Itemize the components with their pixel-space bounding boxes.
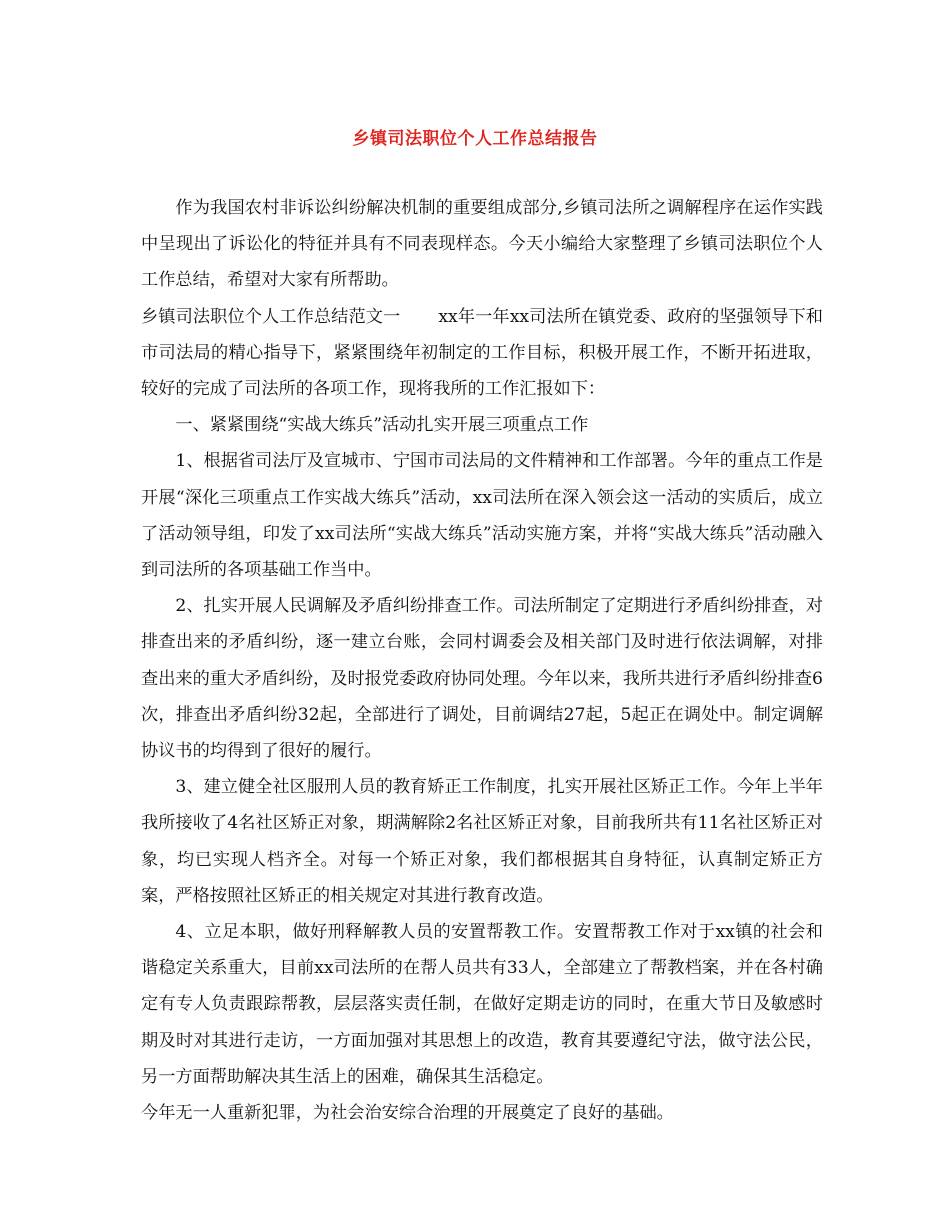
- list-item-4: 4、立足本职，做好刑释解教人员的安置帮教工作。安置帮教工作对于xx镇的社会和谐稳定关系重大，目前xx司法所的在帮人员共有33人，全部建立了帮教档案，并在各村确定有专人负责跟踪帮教，层层落实责任制，在做好定期走访的同时，在重大节日及敏感时期及时对其进行走访，一方面加强对其思想上的改造，教育其要遵纪守法，做守法公民，另一方面帮助解决其生活上的困难，确保其生活稳定。: [141, 922, 823, 1087]
- sample-heading: 乡镇司法职位个人工作总结范文一: [141, 306, 401, 327]
- sample-opening: xx年一年xx司法所在镇党委、政府的坚强领导下和市司法局的精心指导下，紧紧围绕年初制定的工作目标，积极开展工作，不断开拓进取，较好的完成了司法所的各项工作，现将我所的工作汇报如下：: [141, 306, 823, 400]
- list-item-3: 3、建立健全社区服刑人员的教育矫正工作制度，扎实开展社区矫正工作。今年上半年我所接收了4名社区矫正对象，期满解除2名社区矫正对象，目前我所共有11名社区矫正对象，均已实现人档齐全。对每一个矫正对象，我们都根据其自身特征，认真制定矫正方案，严格按照社区矫正的相关规定对其进行教育改造。: [141, 777, 823, 906]
- sample-paragraph: [141, 299, 823, 408]
- intro-paragraph: 作为我国农村非诉讼纠纷解决机制的重要组成部分,乡镇司法所之调解程序在运作实践中呈现出了诉讼化的特征并具有不同表现样态。今天小编给大家整理了乡镇司法职位个人工作总结，希望对大家有所帮助。: [141, 198, 823, 291]
- document-body: [141, 190, 823, 1131]
- document-title: 乡镇司法职位个人工作总结报告: [352, 129, 598, 149]
- list-item-2: 2、扎实开展人民调解及矛盾纠纷排查工作。司法所制定了定期进行矛盾纠纷排查，对排查出来的矛盾纠纷，逐一建立台账，会同村调委会及相关部门及时进行依法调解，对排查出来的重大矛盾纠纷，及时报党委政府协同处理。今年以来，我所共进行矛盾纠纷排查6次，排查出矛盾纠纷32起，全部进行了调处，目前调结27起，5起正在调处中。制定调解协议书的均得到了很好的履行。: [141, 596, 823, 762]
- closing-paragraph: 今年无一人重新犯罪，为社会治安综合治理的开展奠定了良好的基础。: [141, 1103, 674, 1124]
- list-item-1: 1、根据省司法厅及宣城市、宁国市司法局的文件精神和工作部署。今年的重点工作是开展“深化三项重点工作实战大练兵”活动，xx司法所在深入领会这一活动的实质后，成立了活动领导组，印发了xx司法所“实战大练兵”活动实施方案，并将“实战大练兵”活动融入到司法所的各项基础工作当中。: [141, 451, 823, 581]
- section-heading: 一、紧紧围绕“实战大练兵”活动扎实开展三项重点工作: [175, 415, 589, 436]
